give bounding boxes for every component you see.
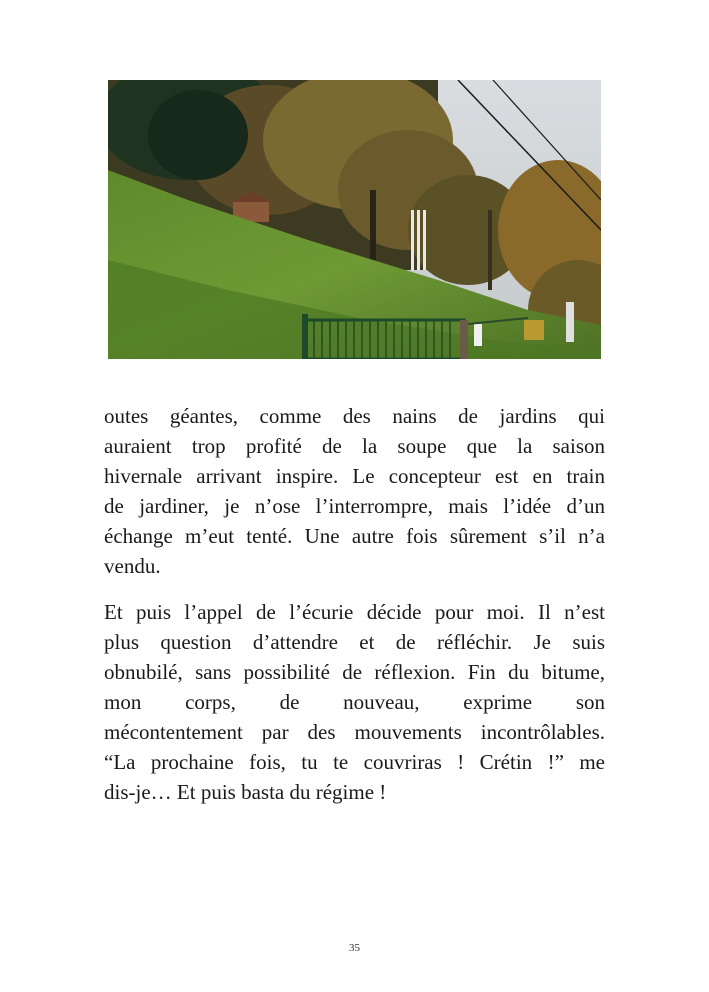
- text-line: dis-je… Et puis basta du régime !: [104, 780, 387, 804]
- page-number: 35: [349, 942, 360, 954]
- paragraph-1: [104, 401, 605, 581]
- text-line: échange m’eut tenté. Une autre fois sûrement s’il n’a: [104, 524, 605, 548]
- paragraph-2: [104, 597, 605, 807]
- text-line: “La prochaine fois, tu te couvriras ! Crétin !” me: [104, 750, 605, 774]
- body-text: [104, 401, 605, 807]
- garden-photo: [108, 80, 601, 359]
- text-line: vendu.: [104, 554, 161, 578]
- garden-photo-illustration: [108, 80, 601, 359]
- text-line: auraient trop profité de la soupe que la saison: [104, 434, 605, 458]
- text-line: mon corps, de nouveau, exprime son: [104, 690, 605, 714]
- text-line: hivernale arrivant inspire. Le concepteur est en train: [104, 464, 605, 488]
- text-line: obnubilé, sans possibilité de réflexion. Fin du bitume,: [104, 660, 605, 684]
- text-line: de jardiner, je n’ose l’interrompre, mais l’idée d’un: [104, 494, 605, 518]
- text-line: mécontentement par des mouvements incontrôlables.: [104, 720, 605, 744]
- text-line: Et puis l’appel de l’écurie décide pour moi. Il n’est: [104, 600, 605, 624]
- text-line: outes géantes, comme des nains de jardins qui: [104, 404, 605, 428]
- text-line: plus question d’attendre et de réfléchir. Je suis: [104, 630, 605, 654]
